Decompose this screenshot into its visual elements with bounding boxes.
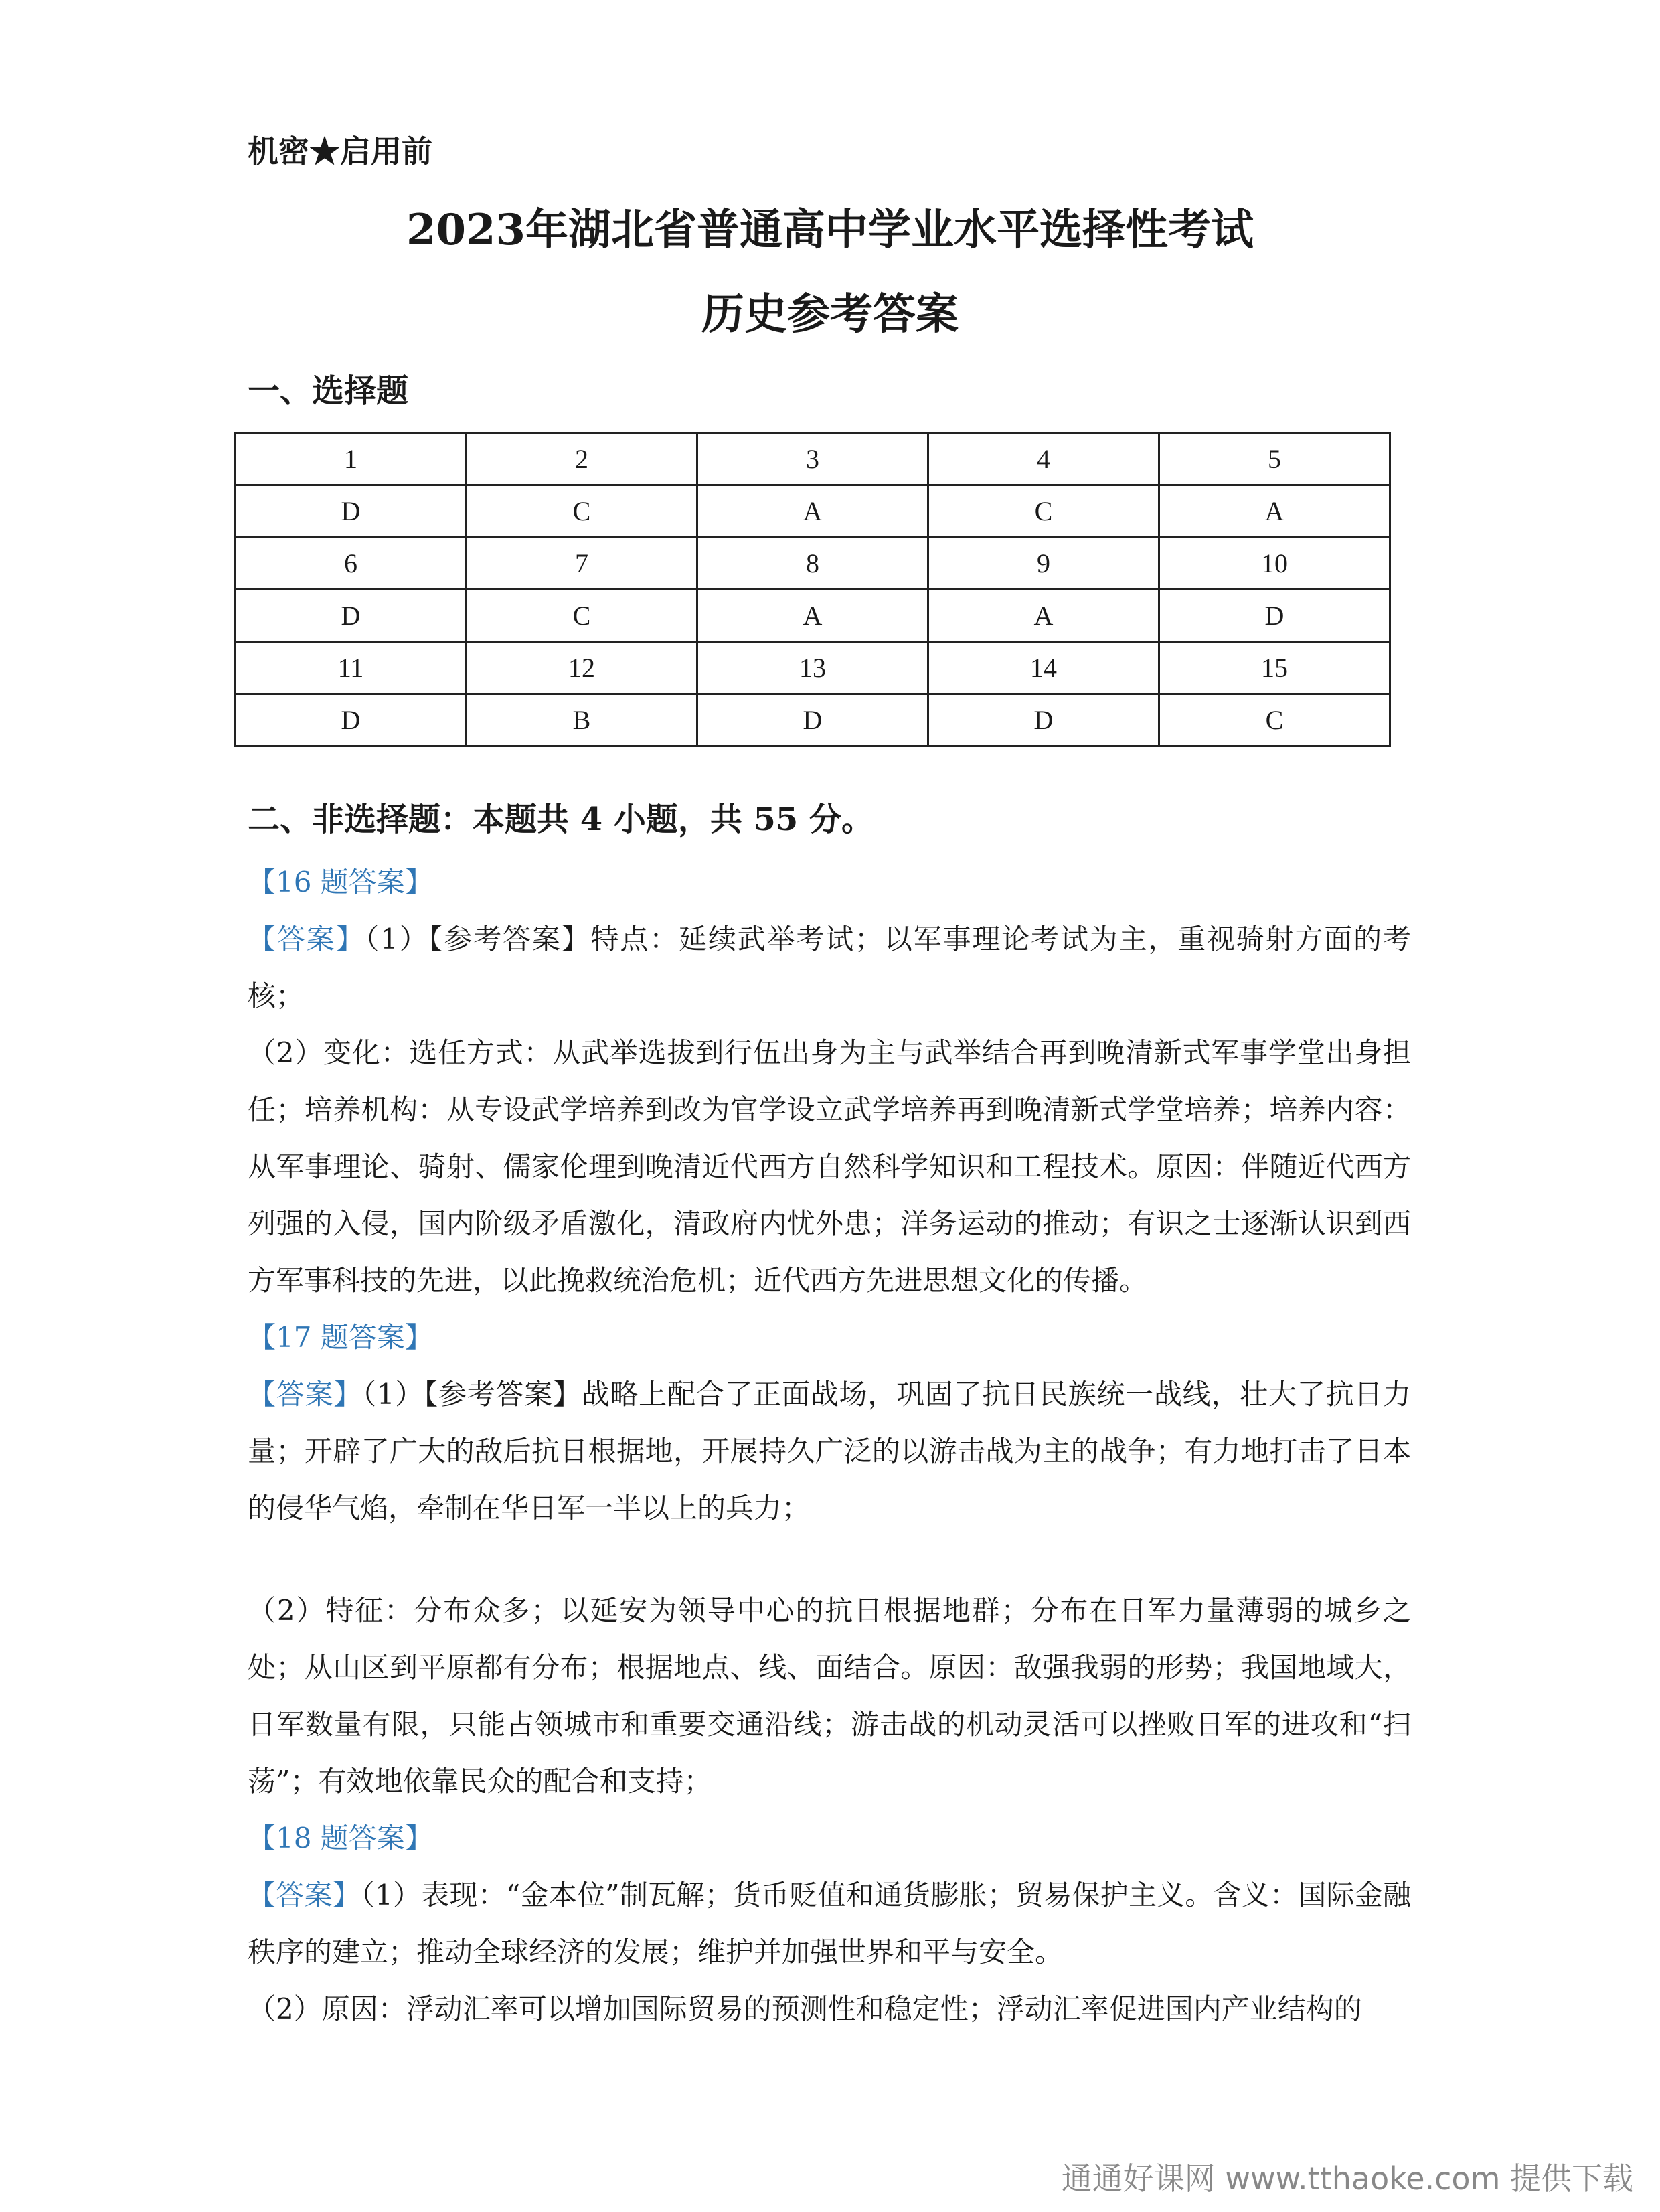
table-cell: 1 xyxy=(236,433,467,485)
table-cell: 10 xyxy=(1159,538,1390,590)
section1-heading: 一、选择题 xyxy=(248,372,409,410)
table-cell: C xyxy=(1159,694,1390,746)
table-cell: 8 xyxy=(697,538,928,590)
table-row xyxy=(236,642,1390,694)
table-cell: B xyxy=(467,694,697,746)
confidential-label: 机密★启用前 xyxy=(248,133,432,169)
table-cell: D xyxy=(236,590,467,642)
table-cell: 7 xyxy=(467,538,697,590)
table-cell: 9 xyxy=(928,538,1159,590)
q17-part2: （2）特征：分布众多；以延安为领导中心的抗日根据地群；分布在日军力量薄弱的城乡之处；从山区到平原都有分布；根据地点、线、面结合。原因：敌强我弱的形势；我国地域大，日军数量有限，只能占领城市和重要交通沿线；游击战的机动灵活可以挫败日军的进攻和“扫荡”；有效地依靠民众的配合和支持； xyxy=(248,1594,1411,1798)
q17-part1 xyxy=(248,1366,1411,1536)
table-row xyxy=(236,485,1390,538)
table-cell: C xyxy=(928,485,1159,538)
table-cell: 11 xyxy=(236,642,467,694)
exam-subtitle: 历史参考答案 xyxy=(701,289,959,339)
footer-watermark: 通通好课网 www.tthaoke.com 提供下载 xyxy=(1061,2160,1633,2197)
part1-text: 战略上配合了正面战场，巩固了抗日民族统一战线，壮大了抗日力量；开辟了广大的敌后抗日根据地，开展持久广泛的以游击战为主的战争；有力地打击了日本的侵华气焰，牵制在华日军一半以上的兵力； xyxy=(248,1378,1411,1524)
table-cell: 14 xyxy=(928,642,1159,694)
table-cell: A xyxy=(1159,485,1390,538)
table-row xyxy=(236,590,1390,642)
section2-heading: 二、非选择题：本题共 4 小题，共 55 分。 xyxy=(248,801,874,838)
table-cell: D xyxy=(928,694,1159,746)
answer-tag: 【答案】 xyxy=(248,1378,363,1411)
table-cell: A xyxy=(697,590,928,642)
table-cell: 3 xyxy=(697,433,928,485)
table-cell: D xyxy=(236,694,467,746)
q18-part2: （2）原因：浮动汇率可以增加国际贸易的预测性和稳定性；浮动汇率促进国内产业结构的 xyxy=(248,1992,1362,2025)
table-cell: A xyxy=(928,590,1159,642)
q16-title: 【16 题答案】 xyxy=(248,866,433,898)
table-cell: D xyxy=(1159,590,1390,642)
answers-body xyxy=(248,854,1411,2037)
table-cell: 5 xyxy=(1159,433,1390,485)
part1-prefix: （1）【参考答案】 xyxy=(365,923,591,955)
q16-part2: （2）变化：选任方式：从武举选拔到行伍出身为主与武举结合再到晚清新式军事学堂出身担任；培养机构：从专设武学培养到改为官学设立武学培养再到晚清新式学堂培养；培养内容：从军事理论、骑射、儒家伦理到晚清近代西方自然科学知识和工程技术。原因：伴随近代西方列强的入侵，国内阶级矛盾激化，清政府内忧外患；洋务运动的推动；有识之士逐渐认识到西方军事科技的先进，以此挽救统治危机；近代西方先进思想文化的传播。 xyxy=(248,1036,1411,1297)
table-cell: A xyxy=(697,485,928,538)
answer-table xyxy=(234,432,1391,747)
q16-part1 xyxy=(248,911,1411,1024)
q17-title: 【17 题答案】 xyxy=(248,1321,433,1354)
table-cell: 13 xyxy=(697,642,928,694)
part1-prefix: （1）【参考答案】 xyxy=(362,1378,582,1411)
table-cell: 12 xyxy=(467,642,697,694)
table-row xyxy=(236,694,1390,746)
table-cell: C xyxy=(467,485,697,538)
exam-title: 2023年湖北省普通高中学业水平选择性考试 xyxy=(406,205,1254,255)
table-row xyxy=(236,433,1390,485)
table-cell: C xyxy=(467,590,697,642)
table-cell: 2 xyxy=(467,433,697,485)
table-cell: D xyxy=(697,694,928,746)
table-cell: 6 xyxy=(236,538,467,590)
q18-part1 xyxy=(248,1867,1411,1980)
table-cell: 15 xyxy=(1159,642,1390,694)
part1-text: 特点：延续武举考试；以军事理论考试为主，重视骑射方面的考核； xyxy=(248,923,1411,1012)
part1-text: （1）表现：“金本位”制瓦解；货币贬值和通货膨胀；贸易保护主义。含义：国际金融秩序的建立；推动全球经济的发展；维护并加强世界和平与安全。 xyxy=(248,1879,1411,1968)
spacer xyxy=(248,1536,1411,1582)
answer-tag: 【答案】 xyxy=(248,1879,361,1911)
table-cell: 4 xyxy=(928,433,1159,485)
q18-title: 【18 题答案】 xyxy=(248,1822,433,1854)
table-row xyxy=(236,538,1390,590)
answer-tag: 【答案】 xyxy=(248,923,365,955)
table-cell: D xyxy=(236,485,467,538)
